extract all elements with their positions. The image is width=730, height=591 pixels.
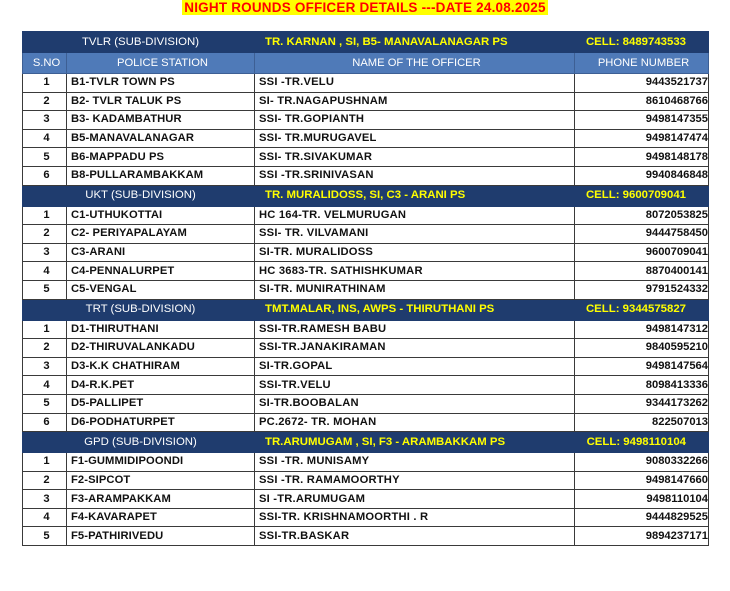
row-sno: 4	[23, 508, 67, 527]
row-station: B2- TVLR TALUK PS	[67, 92, 255, 111]
row-sno: 3	[23, 357, 67, 376]
table-row	[23, 376, 709, 395]
division-in-charge-cell	[255, 299, 709, 320]
table-row	[23, 206, 709, 225]
table-row	[23, 413, 709, 432]
row-sno: 2	[23, 92, 67, 111]
table-row	[23, 394, 709, 413]
division-cell-number: CELL: 9344575827	[585, 303, 686, 316]
row-sno: 1	[23, 206, 67, 225]
row-sno: 1	[23, 74, 67, 93]
row-officer: PC.2672- TR. MOHAN	[255, 413, 575, 432]
row-officer: SSI-TR.JANAKIRAMAN	[255, 339, 575, 358]
table-row	[23, 280, 709, 299]
row-officer: SI- TR.NAGAPUSHNAM	[255, 92, 575, 111]
row-phone: 9840595210	[575, 339, 709, 358]
row-officer: SSI-TR. KRISHNAMOORTHI . R	[255, 508, 575, 527]
row-station: C1-UTHUKOTTAI	[67, 206, 255, 225]
table-row	[23, 320, 709, 339]
row-phone: 822507013	[575, 413, 709, 432]
row-phone: 9498147474	[575, 129, 709, 148]
officer-table-body	[23, 32, 709, 546]
row-station: B3- KADAMBATHUR	[67, 111, 255, 130]
row-officer: SSI -TR. MUNISAMY	[255, 453, 575, 472]
row-sno: 4	[23, 262, 67, 281]
row-station: C4-PENNALURPET	[67, 262, 255, 281]
division-in-charge: TR. MURALIDOSS, SI, C3 - ARANI PS	[265, 189, 466, 202]
table-row	[23, 527, 709, 546]
row-station: B6-MAPPADU PS	[67, 148, 255, 167]
row-station: F3-ARAMPAKKAM	[67, 490, 255, 509]
table-row	[23, 471, 709, 490]
division-header	[23, 432, 709, 453]
row-officer: SSI- TR.SIVAKUMAR	[255, 148, 575, 167]
row-sno: 2	[23, 471, 67, 490]
row-sno: 6	[23, 413, 67, 432]
division-name: GPD (SUB-DIVISION)	[23, 432, 255, 453]
table-row	[23, 111, 709, 130]
row-officer: SI-TR.GOPAL	[255, 357, 575, 376]
row-sno: 3	[23, 490, 67, 509]
table-row	[23, 166, 709, 185]
station-header: POLICE STATION	[67, 53, 255, 74]
page-title-text: NIGHT ROUNDS OFFICER DETAILS ---DATE 24.08.2025	[184, 0, 546, 15]
row-station: F5-PATHIRIVEDU	[67, 527, 255, 546]
division-name: TVLR (SUB-DIVISION)	[23, 32, 255, 53]
row-sno: 5	[23, 280, 67, 299]
table-row	[23, 129, 709, 148]
division-in-charge: TMT.MALAR, INS, AWPS - THIRUTHANI PS	[265, 303, 495, 316]
row-phone: 9443521737	[575, 74, 709, 93]
row-station: F1-GUMMIDIPOONDI	[67, 453, 255, 472]
row-officer: SSI-TR.RAMESH BABU	[255, 320, 575, 339]
table-row	[23, 453, 709, 472]
row-station: B8-PULLARAMBAKKAM	[67, 166, 255, 185]
table-row	[23, 148, 709, 167]
division-in-charge-cell	[255, 32, 709, 53]
row-sno: 2	[23, 225, 67, 244]
row-station: B5-MANAVALANAGAR	[67, 129, 255, 148]
division-name: UKT (SUB-DIVISION)	[23, 185, 255, 206]
row-phone: 8098413336	[575, 376, 709, 395]
row-sno: 5	[23, 527, 67, 546]
row-sno: 5	[23, 394, 67, 413]
row-phone: 9498147660	[575, 471, 709, 490]
row-phone: 9498147355	[575, 111, 709, 130]
row-officer: SSI- TR.MURUGAVEL	[255, 129, 575, 148]
row-phone: 9444758450	[575, 225, 709, 244]
division-cell-number: CELL: 9600709041	[585, 189, 686, 202]
table-row	[23, 243, 709, 262]
row-station: C5-VENGAL	[67, 280, 255, 299]
row-sno: 3	[23, 111, 67, 130]
table-row	[23, 490, 709, 509]
row-sno: 4	[23, 129, 67, 148]
officer-header: NAME OF THE OFFICER	[255, 53, 575, 74]
row-station: D5-PALLIPET	[67, 394, 255, 413]
row-station: D3-K.K CHATHIRAM	[67, 357, 255, 376]
row-station: F2-SIPCOT	[67, 471, 255, 490]
row-phone: 9498147564	[575, 357, 709, 376]
row-station: F4-KAVARAPET	[67, 508, 255, 527]
table-row	[23, 508, 709, 527]
row-sno: 1	[23, 453, 67, 472]
table-row	[23, 339, 709, 358]
row-phone: 8072053825	[575, 206, 709, 225]
row-phone: 9894237171	[575, 527, 709, 546]
division-in-charge-cell	[255, 432, 709, 453]
division-in-charge: TR. KARNAN , SI, B5- MANAVALANAGAR PS	[265, 35, 508, 48]
row-phone: 9940846848	[575, 166, 709, 185]
table-row	[23, 225, 709, 244]
row-officer: SSI -TR. RAMAMOORTHY	[255, 471, 575, 490]
division-header	[23, 299, 709, 320]
division-cell-number: CELL: 8489743533	[585, 35, 686, 48]
table-row	[23, 74, 709, 93]
row-sno: 1	[23, 320, 67, 339]
row-phone: 8870400141	[575, 262, 709, 281]
row-officer: SI-TR. MURALIDOSS	[255, 243, 575, 262]
row-officer: SSI- TR. VILVAMANI	[255, 225, 575, 244]
row-phone: 9498147312	[575, 320, 709, 339]
division-cell-number: CELL: 9498110104	[586, 435, 686, 448]
row-phone: 8610468766	[575, 92, 709, 111]
division-name: TRT (SUB-DIVISION)	[23, 299, 255, 320]
row-sno: 2	[23, 339, 67, 358]
row-phone: 9344173262	[575, 394, 709, 413]
row-phone: 9444829525	[575, 508, 709, 527]
row-officer: SI -TR.ARUMUGAM	[255, 490, 575, 509]
division-header	[23, 185, 709, 206]
officer-table	[22, 31, 709, 546]
row-sno: 4	[23, 376, 67, 395]
row-station: C3-ARANI	[67, 243, 255, 262]
division-in-charge: TR.ARUMUGAM , SI, F3 - ARAMBAKKAM PS	[265, 435, 506, 448]
table-row	[23, 357, 709, 376]
column-header-row	[23, 53, 709, 74]
row-sno: 3	[23, 243, 67, 262]
row-phone: 9791524332	[575, 280, 709, 299]
row-officer: SSI -TR.VELU	[255, 74, 575, 93]
row-officer: SI-TR. MUNIRATHINAM	[255, 280, 575, 299]
row-officer: SSI-TR.VELU	[255, 376, 575, 395]
row-station: D2-THIRUVALANKADU	[67, 339, 255, 358]
row-phone: 9600709041	[575, 243, 709, 262]
row-officer: SSI-TR.BASKAR	[255, 527, 575, 546]
row-phone: 9080332266	[575, 453, 709, 472]
row-station: C2- PERIYAPALAYAM	[67, 225, 255, 244]
row-phone: 9498110104	[575, 490, 709, 509]
row-officer: HC 3683-TR. SATHISHKUMAR	[255, 262, 575, 281]
row-station: D6-PODHATURPET	[67, 413, 255, 432]
row-officer: SI-TR.BOOBALAN	[255, 394, 575, 413]
row-officer: HC 164-TR. VELMURUGAN	[255, 206, 575, 225]
row-station: D4-R.K.PET	[67, 376, 255, 395]
row-sno: 5	[23, 148, 67, 167]
division-in-charge-cell	[255, 185, 709, 206]
row-sno: 6	[23, 166, 67, 185]
row-station: B1-TVLR TOWN PS	[67, 74, 255, 93]
sno-header: S.NO	[23, 53, 67, 74]
row-phone: 9498148178	[575, 148, 709, 167]
row-officer: SSI- TR.GOPIANTH	[255, 111, 575, 130]
phone-header: PHONE NUMBER	[575, 53, 709, 74]
row-officer: SSI -TR.SRINIVASAN	[255, 166, 575, 185]
table-row	[23, 262, 709, 281]
page-title	[0, 0, 730, 18]
table-row	[23, 92, 709, 111]
division-header	[23, 32, 709, 53]
row-station: D1-THIRUTHANI	[67, 320, 255, 339]
